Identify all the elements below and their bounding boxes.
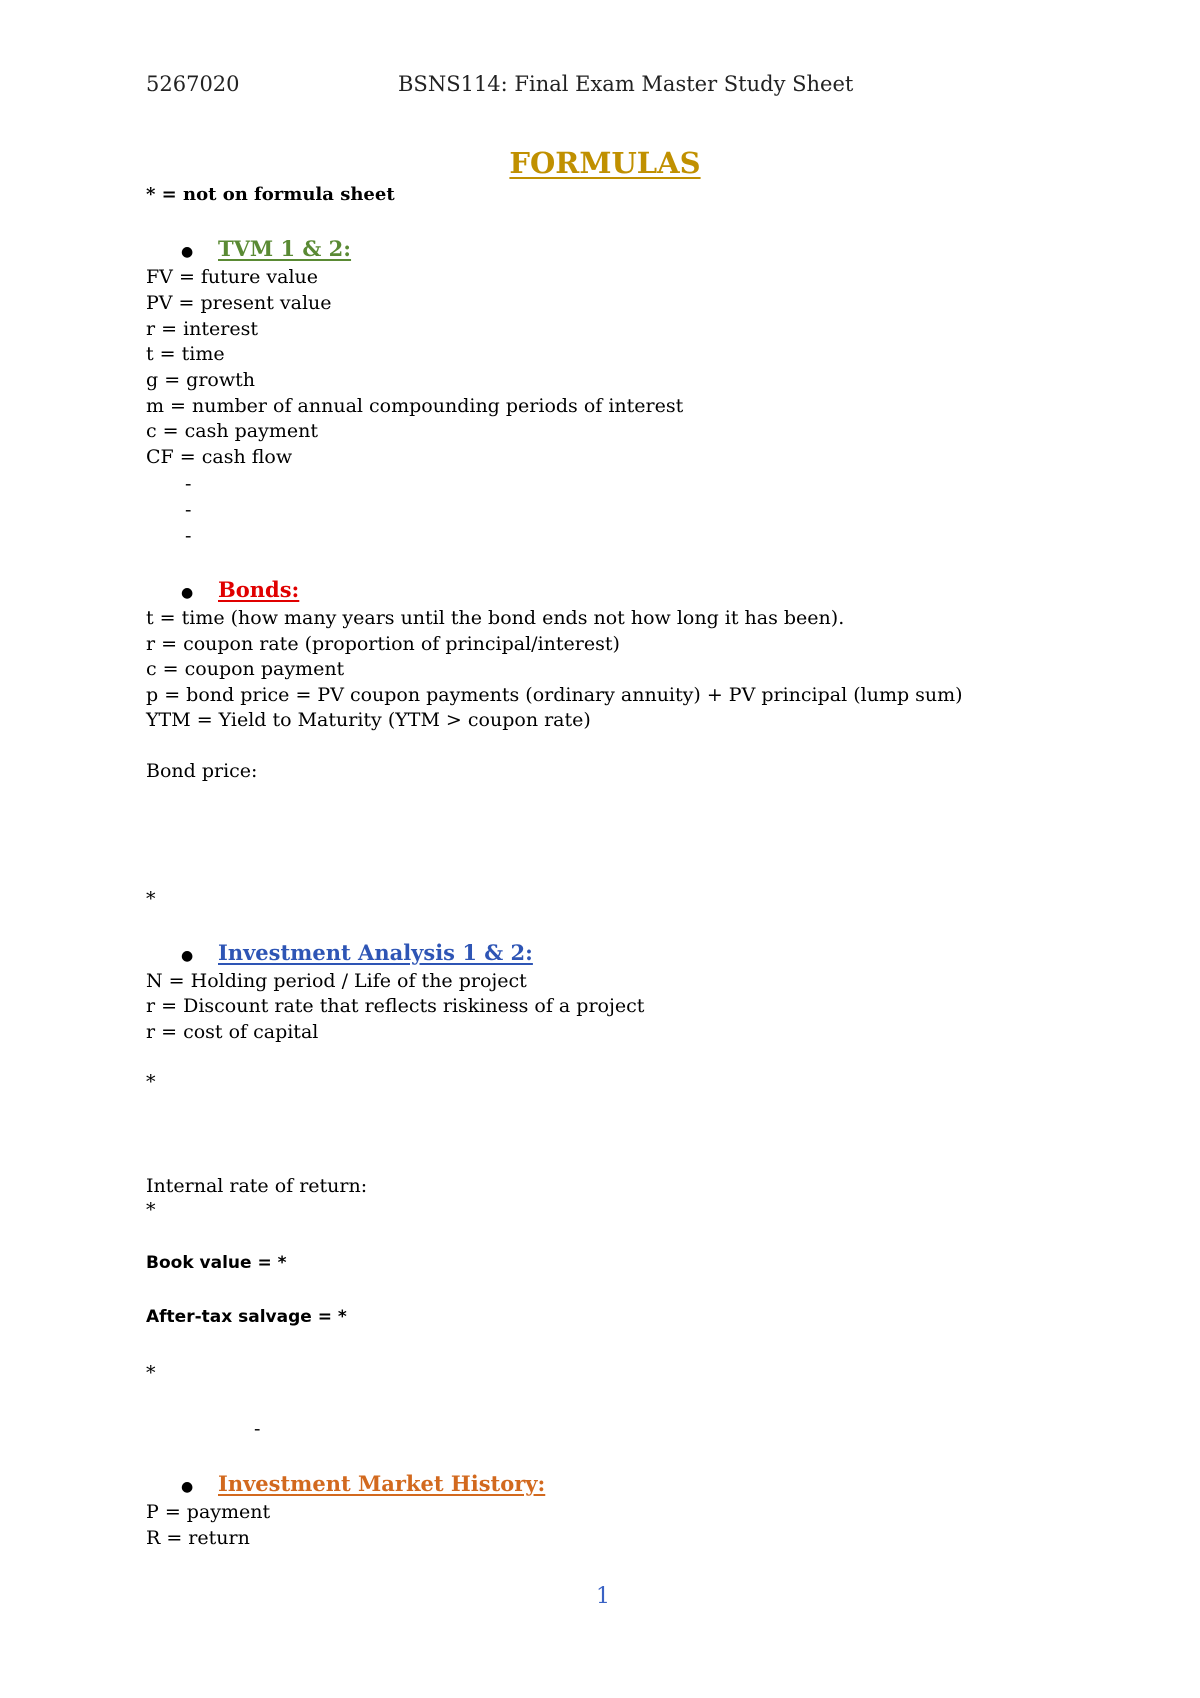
investment-line: r = Discount rate that reflects riskiness of a project — [146, 995, 645, 1017]
section-heading-market-history: Investment Market History: — [218, 1471, 546, 1496]
bonds-line: c = coupon payment — [146, 658, 345, 680]
investment-line: N = Holding period / Life of the project — [146, 970, 527, 992]
irr-star: * — [146, 1199, 156, 1221]
section-heading-investment: Investment Analysis 1 & 2: — [218, 940, 533, 965]
investment-star: * — [146, 1362, 156, 1384]
investment-line: r = cost of capital — [146, 1021, 319, 1043]
bullet-icon: ● — [181, 244, 194, 260]
section-heading-tvm: TVM 1 & 2: — [218, 236, 352, 261]
bonds-line: YTM = Yield to Maturity (YTM > coupon rate) — [146, 709, 591, 731]
investment-star: * — [146, 1071, 156, 1093]
bond-price-label: Bond price: — [146, 760, 258, 782]
market-line: P = payment — [146, 1501, 271, 1523]
tvm-dash: - — [185, 473, 192, 495]
bullet-icon: ● — [181, 585, 194, 601]
header-doc-title: BSNS114: Final Exam Master Study Sheet — [398, 72, 854, 96]
formula-sheet-note: * = not on formula sheet — [146, 184, 395, 205]
market-line: R = return — [146, 1527, 250, 1549]
tvm-line: m = number of annual compounding periods of interest — [146, 395, 684, 417]
tvm-line: PV = present value — [146, 292, 332, 314]
bullet-icon: ● — [181, 948, 194, 964]
tvm-line: r = interest — [146, 318, 258, 340]
tvm-line: g = growth — [146, 369, 255, 391]
bonds-line: p = bond price = PV coupon payments (ordinary annuity) + PV principal (lump sum) — [146, 684, 963, 706]
tvm-dash: - — [185, 499, 192, 521]
tvm-line: c = cash payment — [146, 420, 318, 442]
section-heading-bonds: Bonds: — [218, 577, 300, 602]
tvm-dash: - — [185, 525, 192, 547]
after-tax-salvage-label: After-tax salvage = * — [146, 1307, 347, 1327]
bullet-icon: ● — [181, 1479, 194, 1495]
page-number: 1 — [596, 1584, 610, 1609]
tvm-line: t = time — [146, 343, 225, 365]
tvm-line: FV = future value — [146, 266, 319, 288]
page-title: FORMULAS — [509, 146, 701, 180]
book-value-label: Book value = * — [146, 1253, 287, 1273]
irr-label: Internal rate of return: — [146, 1175, 368, 1197]
investment-dash: - — [254, 1418, 261, 1440]
header-doc-id: 5267020 — [146, 72, 240, 96]
bonds-line: t = time (how many years until the bond ends not how long it has been). — [146, 607, 845, 629]
tvm-line: CF = cash flow — [146, 446, 293, 468]
bonds-star: * — [146, 888, 156, 910]
bonds-line: r = coupon rate (proportion of principal/interest) — [146, 633, 620, 655]
